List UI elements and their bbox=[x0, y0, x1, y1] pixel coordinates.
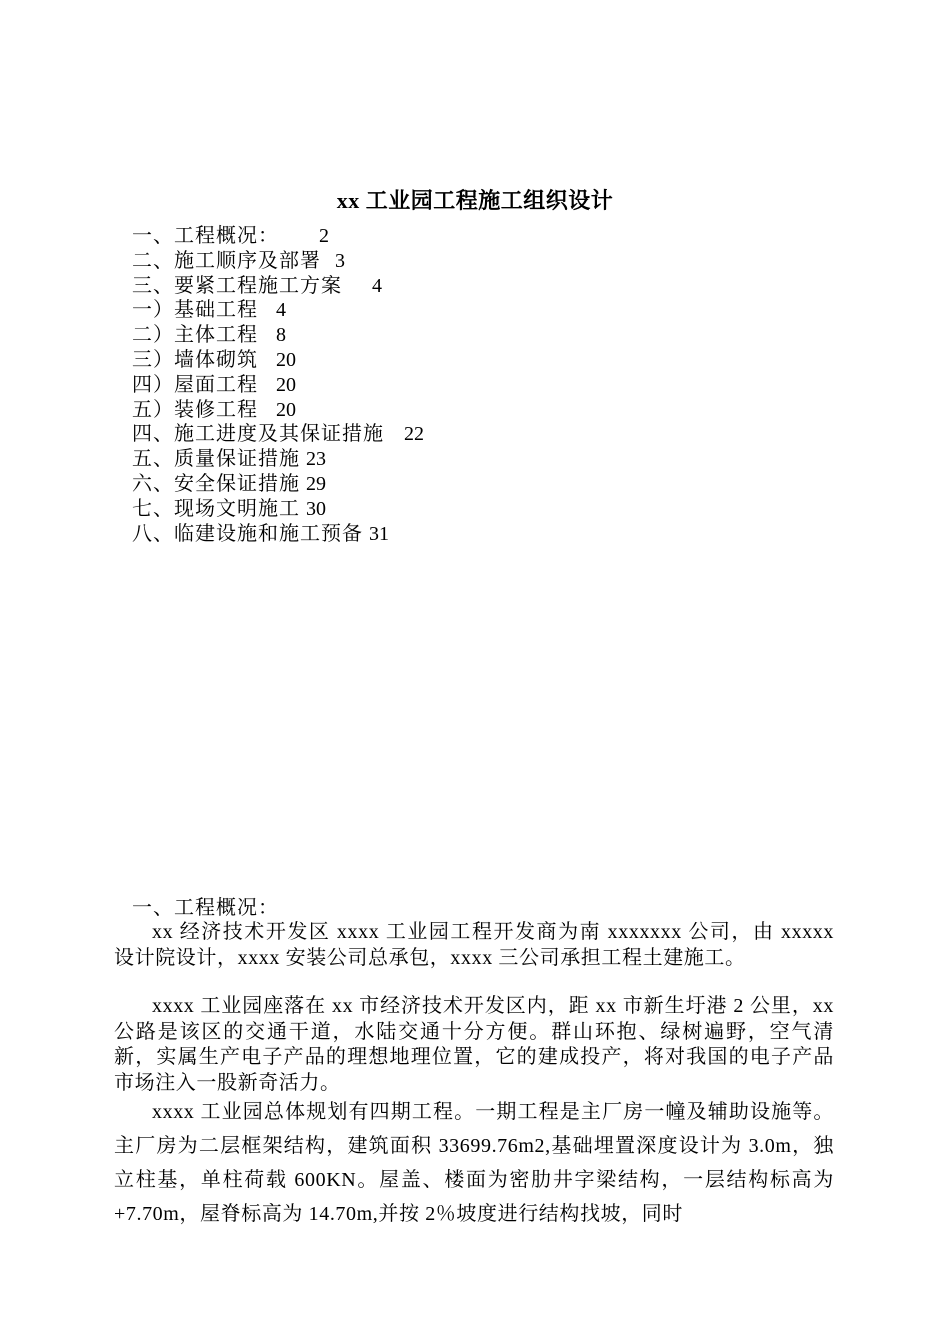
toc-item-page: 31 bbox=[369, 522, 389, 545]
toc-item-label: 四）屋面工程 bbox=[132, 373, 258, 396]
toc-item bbox=[132, 522, 424, 547]
toc-item-page: 23 bbox=[306, 448, 326, 471]
toc-item bbox=[132, 472, 424, 497]
body-paragraph: xxxx 工业园座落在 xx 市经济技术开发区内，距 xx 市新生圩港 2 公里，xx 公路是该区的交通干道，水陆交通十分方便。群山环抱、绿树遍野，空气清新，实属生产电子产品的理想地理位置，它的建成投产，将对我国的电子产品市场注入一股新奇活力。 bbox=[114, 995, 834, 1094]
body-paragraph: xxxx 工业园总体规划有四期工程。一期工程是主厂房一幢及辅助设施等。主厂房为二层框架结构，建筑面积 33699.76m2,基础埋置深度设计为 3.0m，独立柱基，单柱荷载 600KN。屋盖、楼面为密肋井字梁结构，一层结构标高为+7.70m，屋脊标高为 14.70m,并按 2％坡度进行结构找坡，同时 bbox=[114, 1101, 834, 1225]
toc-item-label: 二）主体工程 bbox=[132, 324, 258, 347]
toc-item-label: 三、要紧工程施工方案 bbox=[132, 274, 342, 297]
toc-item-label: 八、临建设施和施工预备 bbox=[132, 522, 363, 545]
toc-item-page: 20 bbox=[276, 373, 296, 396]
toc-item bbox=[132, 249, 424, 274]
table-of-contents bbox=[132, 224, 424, 546]
toc-item-page: 30 bbox=[306, 497, 326, 520]
toc-item bbox=[132, 348, 424, 373]
toc-item-label: 五）装修工程 bbox=[132, 398, 258, 421]
toc-item-page: 20 bbox=[276, 398, 296, 421]
toc-item-page: 8 bbox=[276, 324, 286, 347]
toc-item-page: 20 bbox=[276, 348, 296, 371]
toc-item bbox=[132, 497, 424, 522]
toc-item bbox=[132, 323, 424, 348]
toc-item bbox=[132, 398, 424, 423]
toc-item-label: 一）基础工程 bbox=[132, 299, 258, 322]
body-paragraph: xx 经济技术开发区 xxxx 工业园工程开发商为南 xxxxxxx 公司，由 xxxxx 设计院设计，xxxx 安装公司总承包，xxxx 三公司承担工程土建施工。 bbox=[114, 921, 834, 969]
toc-item-page: 29 bbox=[306, 472, 326, 495]
toc-item bbox=[132, 298, 424, 323]
toc-item-page: 2 bbox=[319, 225, 329, 247]
toc-item bbox=[132, 373, 424, 398]
toc-item-page: 22 bbox=[404, 423, 424, 446]
toc-item-label: 六、安全保证措施 bbox=[132, 472, 300, 495]
section-heading: 一、工程概况： bbox=[132, 897, 279, 919]
toc-item bbox=[132, 447, 424, 472]
document-title: xx 工业园工程施工组织设计 bbox=[336, 188, 614, 213]
toc-item-label: 四、施工进度及其保证措施 bbox=[132, 423, 384, 446]
toc-item-page: 3 bbox=[335, 249, 345, 272]
toc-item bbox=[132, 422, 424, 447]
toc-item-page: 4 bbox=[372, 274, 382, 297]
toc-item-label: 一、工程概况： bbox=[132, 225, 279, 247]
toc-item-page: 4 bbox=[276, 299, 286, 322]
toc-item-label: 七、现场文明施工 bbox=[132, 497, 300, 520]
toc-item-label: 二、施工顺序及部署 bbox=[132, 249, 321, 272]
toc-item-label: 三）墙体砌筑 bbox=[132, 348, 258, 371]
toc-item-label: 五、质量保证措施 bbox=[132, 448, 300, 471]
toc-item bbox=[132, 274, 424, 299]
toc-item bbox=[132, 224, 424, 249]
